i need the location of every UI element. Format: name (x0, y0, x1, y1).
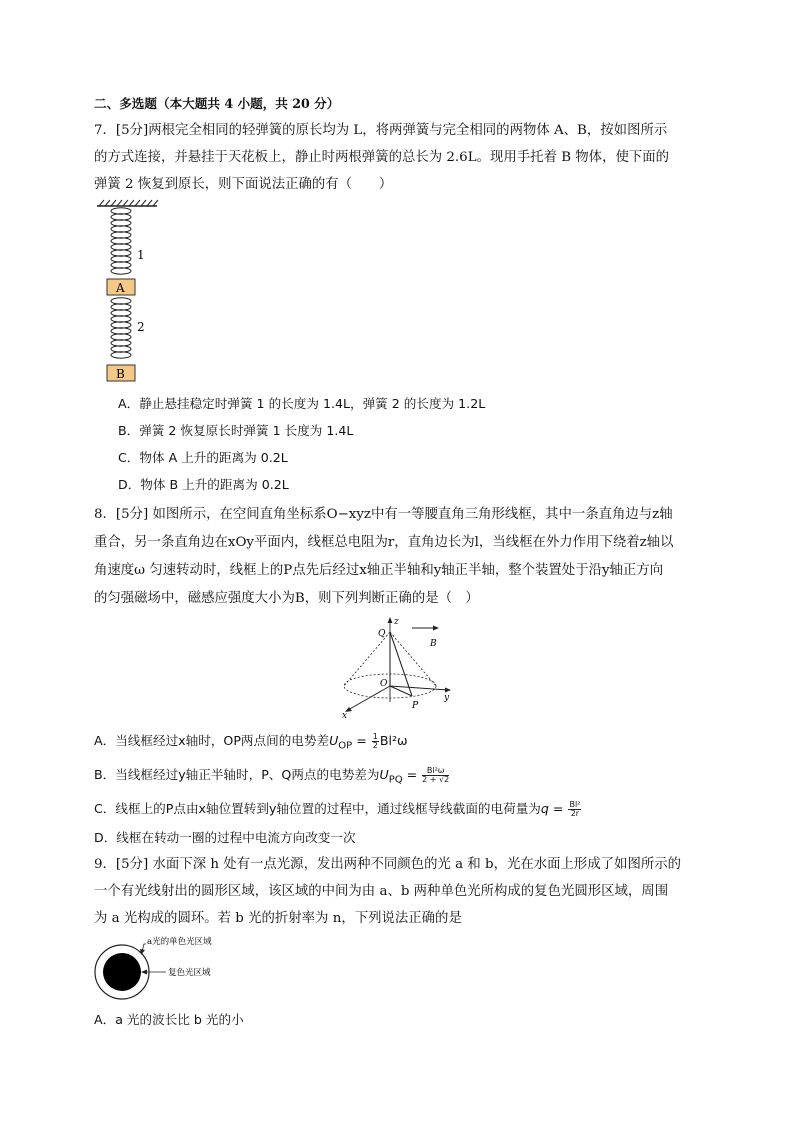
spring-1 (111, 208, 131, 274)
p-point-label: P (412, 701, 419, 711)
q7-option-c[interactable]: C．物体 A 上升的距离为 0.2L (118, 450, 288, 465)
q7-option-a[interactable]: A．静止悬挂稳定时弹簧 1 的长度为 1.4L，弹簧 2 的长度为 1.2L (118, 396, 486, 411)
q8-text-line2: 重合，另一条直角边在xOy平面内，线框总电阻为r，直角边长为l，当线框在外力作用下绕着z轴以 (94, 535, 674, 550)
inner-disk-mixed-light (103, 953, 141, 991)
b-field-label: B (430, 639, 437, 649)
q7-option-b[interactable]: B．弹簧 2 恢复原长时弹簧 1 长度为 1.4L (118, 423, 354, 438)
y-axis-label: y (444, 693, 450, 703)
q7-option-d[interactable]: D．物体 B 上升的距离为 0.2L (118, 477, 289, 492)
spring-1-label: 1 (137, 248, 145, 262)
disk-label: 复色光区域 (168, 968, 211, 978)
q9-text-line2: 一个有光线射出的圆形区域，该区域的中间为由 a、b 两种单色光所构成的复色光圆形区域，周围 (94, 884, 669, 899)
q7-text-line1: 7．[5分]两根完全相同的轻弹簧的原长均为 L，将两弹簧与完全相同的两物体 A、B，按如图所示 (94, 123, 668, 138)
origin-label: O (380, 679, 388, 689)
q8-option-c[interactable]: C．线框上的P点由x轴位置转到y轴位置的过程中，通过线框导线截面的电荷量为q = $\frac{\text{Bl²}}{2r}$ (94, 800, 581, 818)
q7-text-line2: 的方式连接，并悬挂于天花板上，静止时两根弹簧的总长为 2.6L。现用手托着 B 物体，使下面的 (94, 150, 670, 165)
z-axis-label: z (394, 617, 399, 627)
spring-2-label: 2 (137, 320, 145, 334)
ring-label: a光的单色光区域 (147, 937, 212, 947)
spring-figure (95, 197, 165, 385)
q7-text-line3: 弹簧 2 恢复到原长，则下面说法正确的有（ ） (94, 177, 393, 192)
coordinate-figure (338, 614, 458, 722)
x-axis-label: x (342, 711, 348, 721)
q9-option-a[interactable]: A．a 光的波长比 b 光的小 (94, 1012, 244, 1027)
q9-text-line1: 9．[5分] 水面下深 h 处有一点光源，发出两种不同颜色的光 a 和 b，光在水面上形成了如图所示的 (94, 857, 682, 872)
q8-option-a[interactable]: A．当线框经过x轴时，OP两点间的电势差$U_{OP}$ = $\frac{1}{2}$ Bl²ω (94, 732, 408, 752)
light-region-figure (92, 932, 272, 1010)
spring-2 (111, 298, 131, 358)
q8-text-line1: 8．[5分] 如图所示，在空间直角坐标系O−xyz中有一等腰直角三角形线框，其中一条直角边与z轴 (94, 507, 673, 522)
q8-text-line4: 的匀强磁场中，磁感应强度大小为B，则下列判断正确的是（ ） (94, 591, 479, 606)
q9-text-line3: 为 a 光构成的圆环。若 b 光的折射率为 n，下列说法正确的是 (94, 911, 462, 926)
section-header: 二、多选题（本大题共 4 小题，共 20 分） (94, 96, 340, 111)
q-point-label: Q (378, 629, 386, 639)
q8-option-b[interactable]: B．当线框经过y轴正半轴时，P、Q两点的电势差为$U_{PQ}$ = $\frac{\text{Bl²ω}}{2 + √2}$ (94, 766, 450, 786)
block-b-label: B (116, 367, 125, 381)
q8-option-d[interactable]: D．线框在转动一圈的过程中电流方向改变一次 (94, 830, 356, 845)
block-a-label: A (116, 281, 125, 295)
q8-text-line3: 角速度ω 匀速转动时，线框上的P点先后经过x轴正半轴和y轴正半轴，整个装置处于沿y轴正方向 (94, 563, 664, 578)
